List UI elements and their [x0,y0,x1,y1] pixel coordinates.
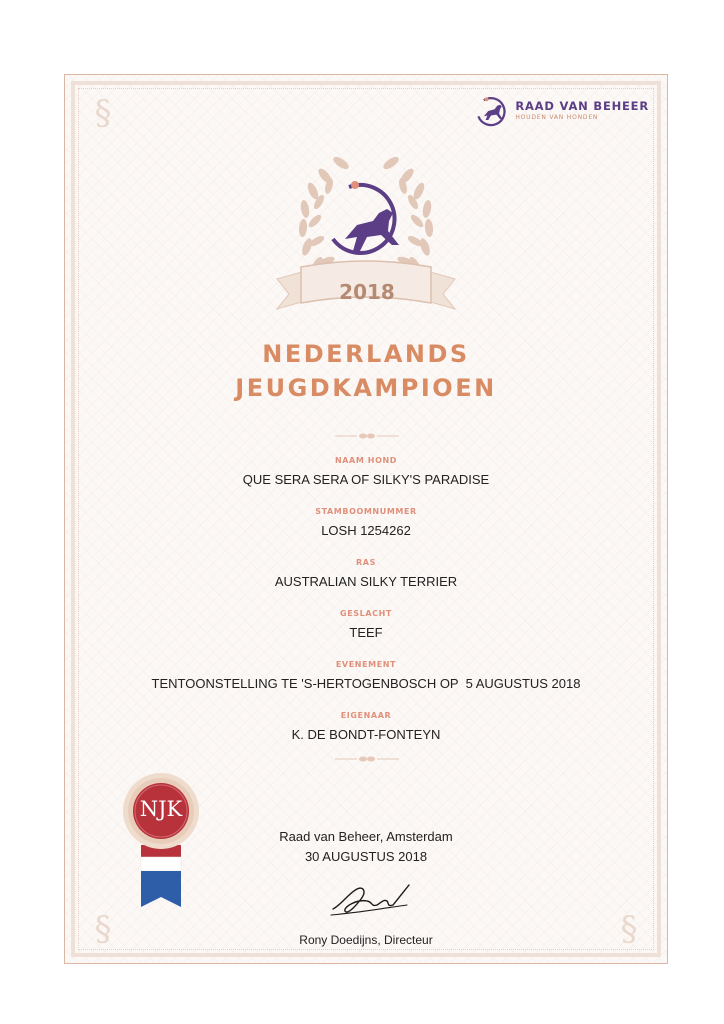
field-value: QUE SERA SERA OF SILKY'S PARADISE [242,472,490,487]
field-label: GESLACHT [340,609,392,618]
field-sex [65,608,667,659]
field-dog-name [65,455,667,506]
field-label: STAMBOOMNUMMER [315,507,417,516]
field-label: RAS [356,558,376,567]
field-value: AUSTRALIAN SILKY TERRIER [274,574,458,589]
issue-date: 30 AUGUSTUS 2018 [304,849,428,864]
dog-jumping-logo-icon [473,93,509,129]
field-value: K. DE BONDT-FONTEYN [291,727,441,742]
field-label: EIGENAAR [340,711,392,720]
certificate-title [65,337,667,405]
field-label: EVENEMENT [335,660,397,669]
handwritten-signature-icon [327,875,413,923]
award-year: 2018 [339,280,395,304]
title-line-2: JEUGDKAMPIOEN [235,374,497,402]
corner-ornament-top-left: § [94,93,112,133]
brand-header [473,91,649,131]
issuer-place: Raad van Beheer, Amsterdam [279,829,453,844]
issuer-block [65,827,667,867]
field-value: TEEF [349,625,383,640]
brand-name: RAAD VAN BEHEER [515,98,649,113]
field-event [65,659,667,710]
field-value: TENTOONSTELLING TE 'S-HERTOGENBOSCH OP 5 AUGUSTUS 2018 [151,676,581,691]
field-pedigree-number [65,506,667,557]
divider-ornament-top [335,431,399,441]
title-line-1: NEDERLANDS [262,340,470,368]
field-label: NAAM HOND [334,456,398,465]
corner-ornament-bottom-right: § [620,909,638,949]
certificate-fields [65,455,667,761]
certificate [64,74,668,964]
divider-ornament-bottom [335,754,399,764]
seal-text: NJK [139,797,183,821]
brand-tagline: HOUDEN VAN HONDEN [515,114,599,122]
field-breed [65,557,667,608]
signer-name: Rony Doedijns, Directeur [299,933,433,947]
field-value: LOSH 1254262 [321,523,411,538]
corner-ornament-bottom-left: § [94,909,112,949]
